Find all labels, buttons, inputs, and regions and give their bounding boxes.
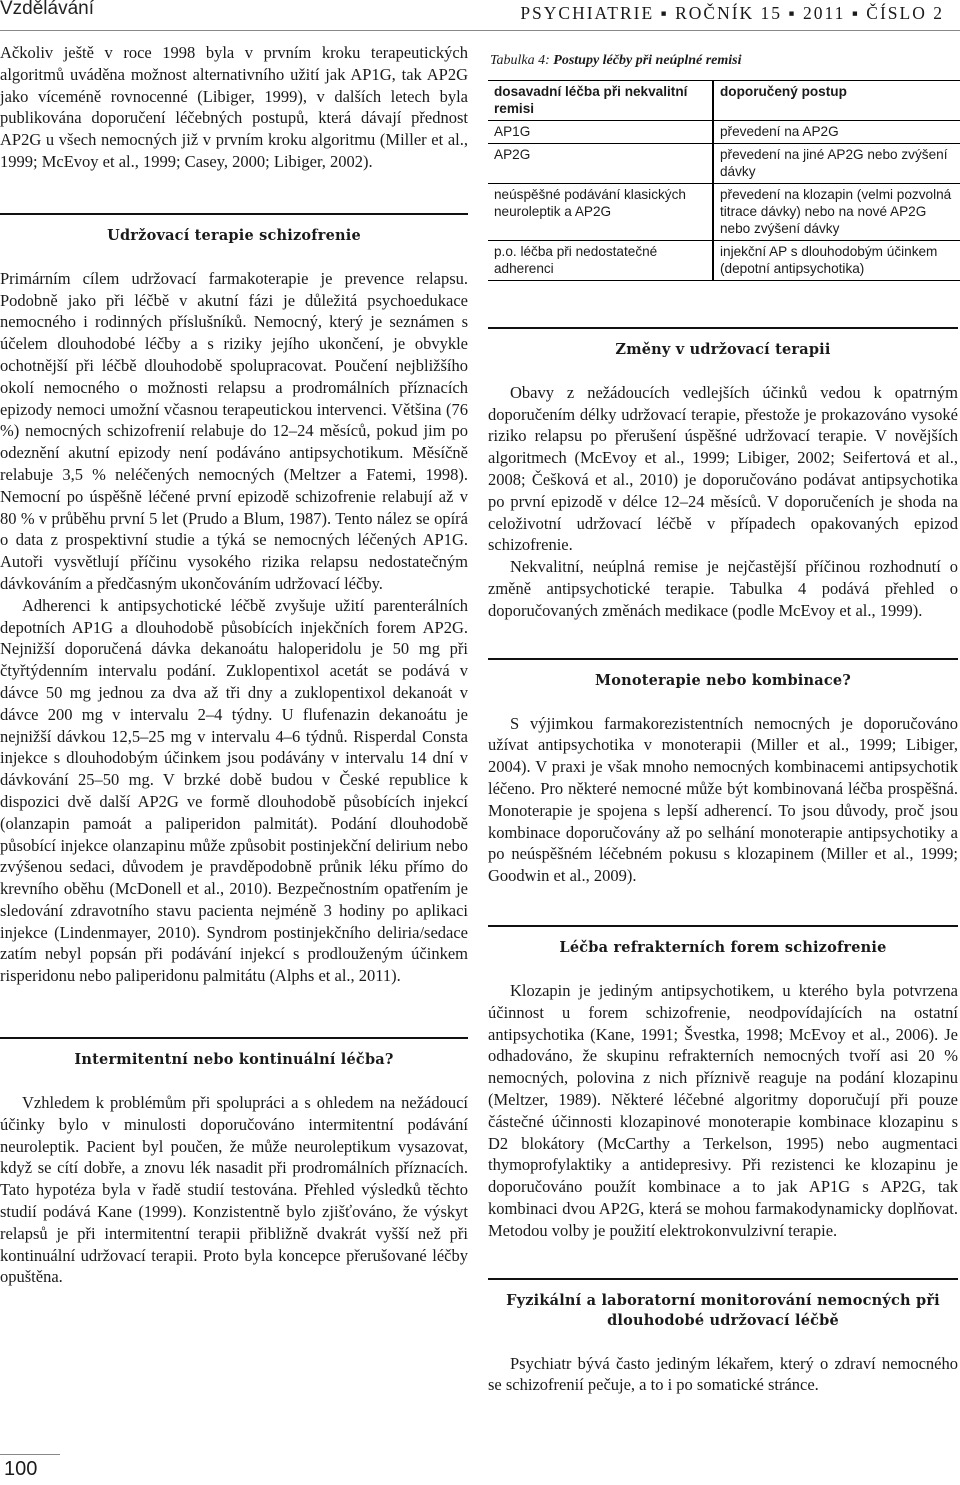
table-cell-current: p.o. léčba při nedostatečné adherenci [488, 240, 713, 280]
journal-title: PSYCHIATRIE ▪ ROČNÍK 15 ▪ 2011 ▪ ČÍSLO 2 [520, 3, 944, 23]
heading-maintenance-changes: Změny v udržovací terapii [488, 327, 958, 360]
heading-monotherapy: Monoterapie nebo kombinace? [488, 658, 958, 691]
heading-monitoring: Fyzikální a laboratorní monitorování nemocných při dlouhodobé udržovací léčbě [488, 1278, 958, 1331]
table-row [488, 120, 960, 143]
table-cell-recommended: injekční AP s dlouhodobým účinkem (depotní antipsychotika) [720, 243, 938, 276]
footer-rule [0, 1454, 60, 1455]
table-cell-recommended: převedení na klozapin (velmi pozvolná titrace dávky) nebo na nové AP2G nebo zvýšení dávky [720, 186, 952, 236]
maintenance-paragraph-2: Adherenci k antipsychotické léčbě zvyšuje užití parenterálních depotních AP1G a dlouhodobě působících injekčních forem AP2G. Nejnižší doporučená dávka dekanoátu haloperidolu je 50 mg při čtyřtýdenním intervalu podání. Zuklopentixol acetát se podává v dávce 50 mg jednou za dva až tři dny a zuklopentixol dekanoát v dávce 200 mg v intervalu 2–4 týdny. U flufenazin dekanoátu je nejnižší dávkou 12,5–25 mg v intervalu 4–6 týdnů. Risperdal Consta injekce s dlouhodobým účinkem jsou podávány v intervalu 14 dní v dávkování 25–50 mg. V brzké době budou v České republice k dispozici dvě další AP2G ve formě dlouhodobě působících injekcí (olanzapin pamoát a paliperidon palmitát). Podání dlouhodobě působící injekce olanzapinu může způsobit postinjekční delirium nebo zvýšenou sedaci, důvodem je pravděpodobně průnik léku přímo do krevního oběhu (McDonell et al., 2010). Bezpečnostním opatřením je sledování zdravotního stavu pacienta nejméně 3 hodiny po aplikaci injekce (Lindenmayer, 2010). Syndrom postinjekčního deliria/sedace zatím nebyl popsán při podávání injekcí s prodlouženým účinkem risperidonu nebo paliperidonu palmitátu (Alphs et al., 2011). [0, 595, 468, 986]
changes-paragraph-2: Nekvalitní, neúplná remise je nejčastější příčinou rozhodnutí o změně antipsychotické terapie. Tabulka 4 podává přehled o doporučovaných změnách medikace (podle McEvoy et al., 1999). [488, 557, 958, 620]
treatment-table [488, 80, 960, 281]
right-column [488, 50, 958, 1396]
table-row [488, 143, 960, 183]
heading-refractory: Léčba refrakterních forem schizofrenie [488, 925, 958, 958]
table-caption-title: Postupy léčby při neúplné remisi [553, 53, 742, 68]
heading-maintenance-therapy: Udržovací terapie schizofrenie [0, 213, 468, 246]
changes-paragraph-1: Obavy z nežádoucích vedlejších účinků vedou k opatrným doporučením délky udržovací terapie, přestože je prokazováno vysoké riziko relapsu po přerušení úspěšné udržovací terapie. V novějších algoritmech (McEvoy et al., 1999; Libiger, 2002; Seifertová et al., 2008; Češková et al., 2010) je doporučováno podávat antipsychotika po první epizodě v délce 12–24 měsíců. V doporučeních je shoda na celoživotní udržovací léčbě v případech opakovaných epizod schizofrenie. [488, 382, 958, 555]
table-header-recommended: doporučený postup [720, 83, 847, 99]
table-caption [490, 50, 958, 72]
left-column [0, 42, 468, 1288]
table-header-current: dosavadní léčba při nekvalitní remisi [488, 80, 713, 120]
intro-paragraph: Ačkoliv ještě v roce 1998 byla v prvním kroku terapeutických algoritmů uváděna možnost alternativního užití jak AP1G, tak AP2G jako víceméně rovnocenné (Libiger, 1999), v dalších letech byla publikována doporučení léčebných postupů, která dávají přednost AP2G u všech nemocných již v prvním kroku algoritmu (Miller et al., 1999; McEvoy et al., 1999; Casey, 2000; Libiger, 2002). [0, 43, 468, 171]
heading-intermittent: Intermitentní nebo kontinuální léčba? [0, 1037, 468, 1070]
monitoring-paragraph: Psychiatr bývá často jediným lékařem, který o zdraví nemocného se schizofrenií pečuje, a to i po somatické stránce. [488, 1353, 958, 1395]
table-row [488, 183, 960, 240]
table-cell-current: neúspěšné podávání klasických neuroleptik a AP2G [488, 183, 713, 240]
table-row [488, 240, 960, 280]
monotherapy-paragraph: S výjimkou farmakorezistentních nemocných je doporučováno užívat antipsychotika v monoterapii (Miller et al., 1999; Libiger, 2004). V praxi je však mnoho nemocných kombinacemi antipsychotik léčeno. Pro některé nemocné může být kombinovaná léčba prospěšná. Monoterapie je spojena s lepší adherencí. To jsou důvody, proč jsou kombinace doporučovány až po selhání monoterapie antipsychotiky a po neúspěšném léčebném pokusu s klozapinem (Miller et al., 1999; Goodwin et al., 2009). [488, 713, 958, 886]
table-cell-recommended: převedení na AP2G [720, 123, 839, 139]
page-header [0, 0, 960, 31]
intermittent-paragraph: Vzhledem k problémům při spolupráci a s ohledem na nežádoucí účinky bylo v minulosti doporučováno intermitentní podávání neuroleptik. Pacient byl poučen, že může neuroleptikum vysazovat, když se cítí dobře, a znovu lék nasadit při prodromálních příznacích. Tato hypotéza byla v řadě studií testována. Přehled výsledků těchto studií podává Kane (1999). Konzistentně bylo zjišťováno, že výskyt relapsů je při intermitentní terapii přibližně dvakrát vyšší než při kontinuální udržovací terapii. Proto byla koncepce přerušované léčby opuštěna. [0, 1093, 468, 1287]
refractory-paragraph: Klozapin je jediným antipsychotikem, u kterého byla potvrzena účinnost u forem schizofrenie, neodpovídajících na ostatní antipsychotika (Kane, 1991; Švestka, 1998; McEvoy et al., 2006). Je odhadováno, že skupinu refrakterních nemocných tvoří asi 20 % nemocných, polovina z nich příznivě reaguje na podání klozapinu (Meltzer, 1989). Některé léčebné algoritmy doporučují při pouze částečné účinnosti klozapinové monoterapie kombinace klozapinu s D2 blokátory (McCarthy a Terkelson, 1995) nebo augmentaci thymoprofylaktiky a antidepresivy. Při rezistenci ke klozapinu je doporučováno použít kombinace a to jak AP1G s AP2G, tak kombinaci dvou AP2G, která se mohou farmakodynamicky doplňovat. Metodou volby je použití elektrokonvulzivní terapie. [488, 980, 958, 1240]
page-number: 100 [4, 1458, 38, 1480]
table-cell-current: AP1G [488, 120, 713, 143]
table-cell-current: AP2G [488, 143, 713, 183]
maintenance-paragraph-1: Primárním cílem udržovací farmakoterapie je prevence relapsu. Podobně jako při léčbě v akutní fázi je důležitá psychoedukace nemocného i rodinných příslušníků. Nemocný, který je seznámen s účelem dlouhodobé léčby a s riziky jejího ukončení, je obvykle ochotnější při léčbě dlouhodobě spolupracovat. Poučení nejbližšího okolí nemocného o možnosti relapsu a prodromálních příznacích epizody nemoci umožní včasnou terapeutickou intervenci. Většina (76 %) nemocných schizofrenií relabuje do 12–24 měsíců, pokud jim po odeznění akutní epizody není podáváno antipsychotikum. Měsíčně relabuje 3,5 % neléčených nemocných (Meltzer a Fatemi, 1998). Nemocní po úspěšně léčené první epizodě schizofrenie relabují až v 80 % v průběhu první 5 let (Prudo a Blum, 1987). Tento nález se opírá o data z prospektivní studie a týká se nemocných léčených AP1G. Autoři vysvětlují příčinu vysokého rizika relapsu nedostatečným dávkováním a předčasným ukončováním udržovací léčby. [0, 268, 468, 593]
section-label: Vzdělávání [0, 0, 95, 19]
table-caption-prefix: Tabulka 4: [490, 53, 550, 68]
table-cell-recommended: převedení na jiné AP2G nebo zvýšení dávky [720, 146, 948, 179]
